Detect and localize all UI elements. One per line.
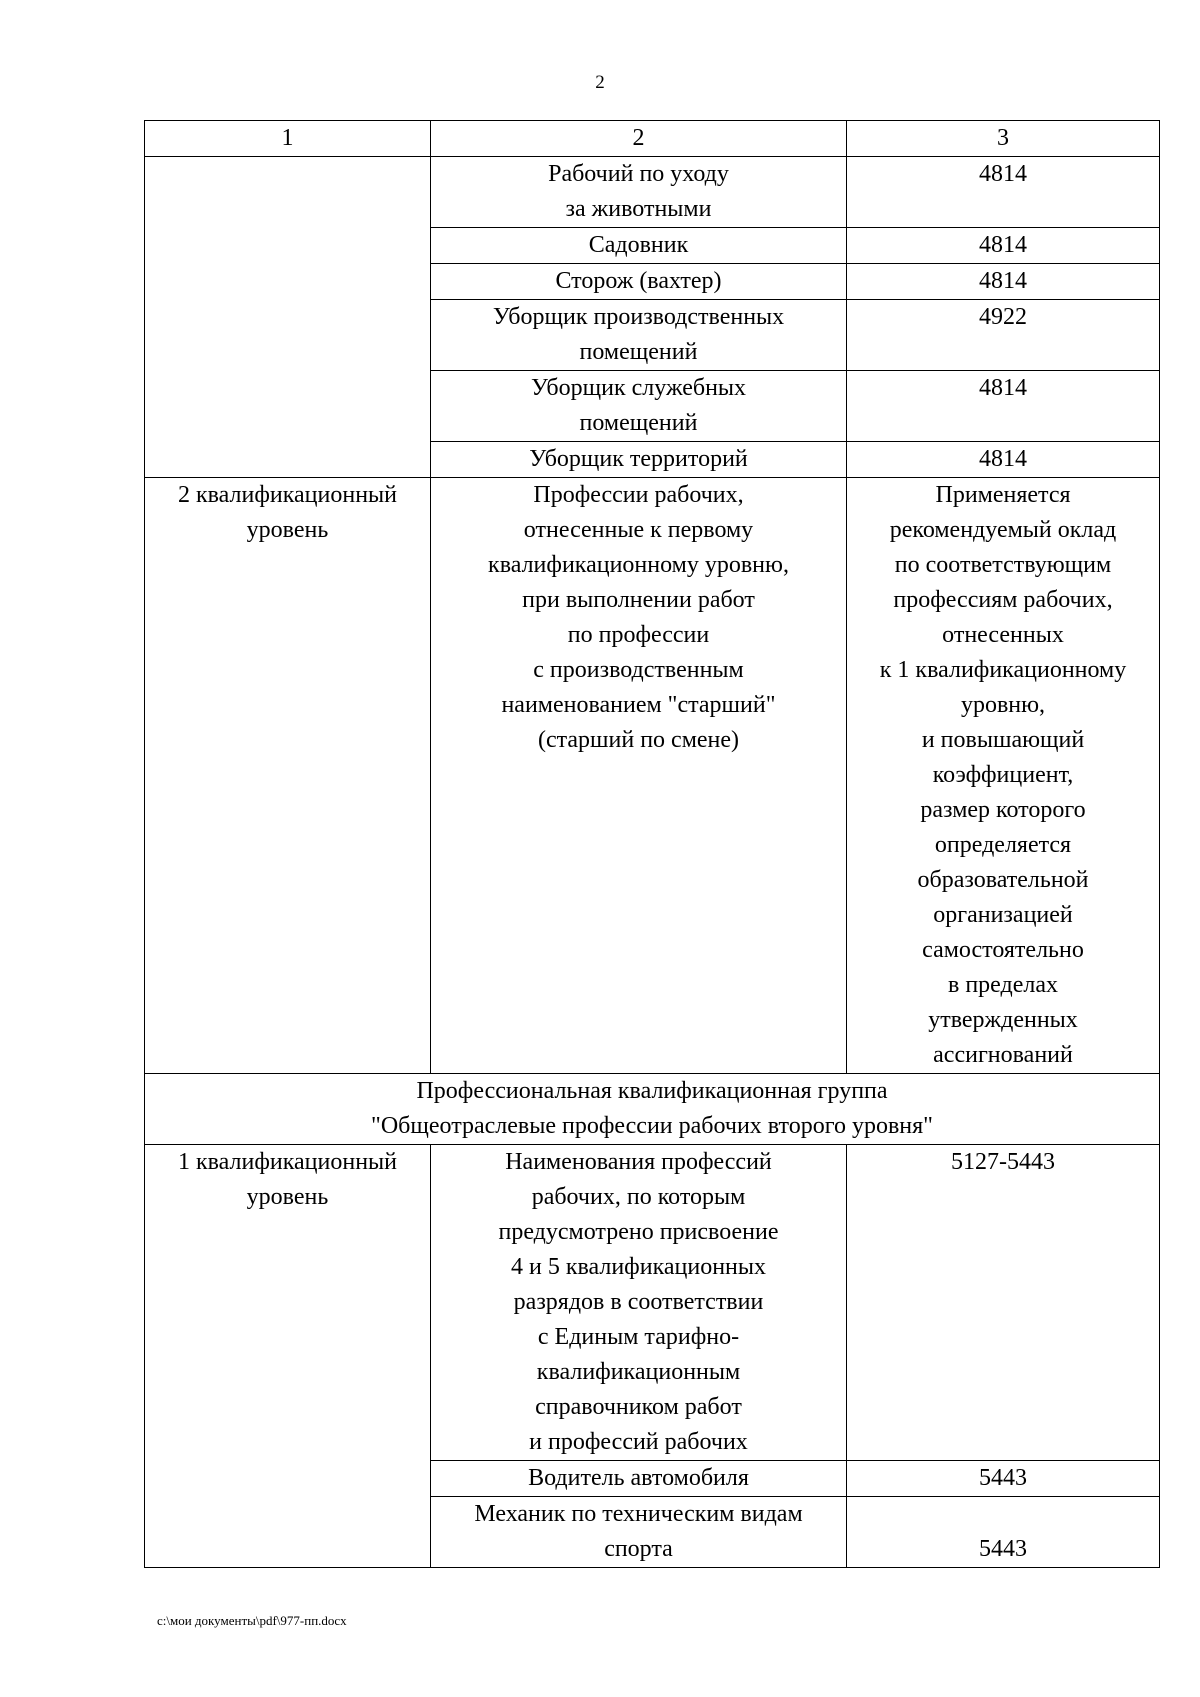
profession-cell: Наименования профессий рабочих, по которым предусмотрено присвоение 4 и 5 квалификационных разрядов в соответствии с Единым тарифно- квалификационным справочником работ и профессий рабочих — [431, 1145, 847, 1461]
salary-cell: 4814 — [847, 228, 1160, 264]
salary-cell: 5127-5443 — [847, 1145, 1160, 1461]
salary-cell: 4814 — [847, 157, 1160, 228]
salary-cell: 4814 — [847, 371, 1160, 442]
footer-file-path: c:\мои документы\pdf\977-пп.docx — [157, 1613, 347, 1628]
salary-cell: 5443 — [847, 1461, 1160, 1497]
profession-cell: Рабочий по уходу за животными — [431, 157, 847, 228]
profession-cell: Профессии рабочих, отнесенные к первому квалификационному уровню, при выполнении работ по профессии с производственным наименованием "старший" (старший по смене) — [431, 478, 847, 1074]
group-heading: Профессиональная квалификационная группа "Общеотраслевые профессии рабочих второго уровня" — [145, 1074, 1160, 1145]
salary-table — [144, 120, 1160, 1568]
group-heading-row — [145, 1074, 1160, 1145]
header-col-2: 2 — [431, 121, 847, 157]
table-row — [145, 157, 1160, 228]
profession-cell: Уборщик служебных помещений — [431, 371, 847, 442]
profession-cell: Уборщик производственных помещений — [431, 300, 847, 371]
page-number: 2 — [595, 72, 605, 93]
profession-cell: Садовник — [431, 228, 847, 264]
profession-cell: Сторож (вахтер) — [431, 264, 847, 300]
salary-cell: 4814 — [847, 264, 1160, 300]
salary-note-cell: Применяется рекомендуемый оклад по соответствующим профессиям рабочих, отнесенных к 1 квалификационному уровню, и повышающий коэффициент, размер которого определяется образовательной организацией самостоятельно в пределах утвержденных ассигнований — [847, 478, 1160, 1074]
profession-cell: Водитель автомобиля — [431, 1461, 847, 1497]
table-row-level-2 — [145, 478, 1160, 1074]
salary-cell: 5443 — [847, 1497, 1160, 1568]
salary-cell: 4922 — [847, 300, 1160, 371]
table-row-group2-level-1 — [145, 1145, 1160, 1461]
salary-cell: 4814 — [847, 442, 1160, 478]
header-col-1: 1 — [145, 121, 431, 157]
profession-cell: Уборщик территорий — [431, 442, 847, 478]
table-header-row — [145, 121, 1160, 157]
level-1-cell-empty — [145, 157, 431, 478]
header-col-3: 3 — [847, 121, 1160, 157]
qualification-level-cell: 1 квалификационный уровень — [145, 1145, 431, 1568]
profession-cell: Механик по техническим видам спорта — [431, 1497, 847, 1568]
qualification-level-cell: 2 квалификационный уровень — [145, 478, 431, 1074]
